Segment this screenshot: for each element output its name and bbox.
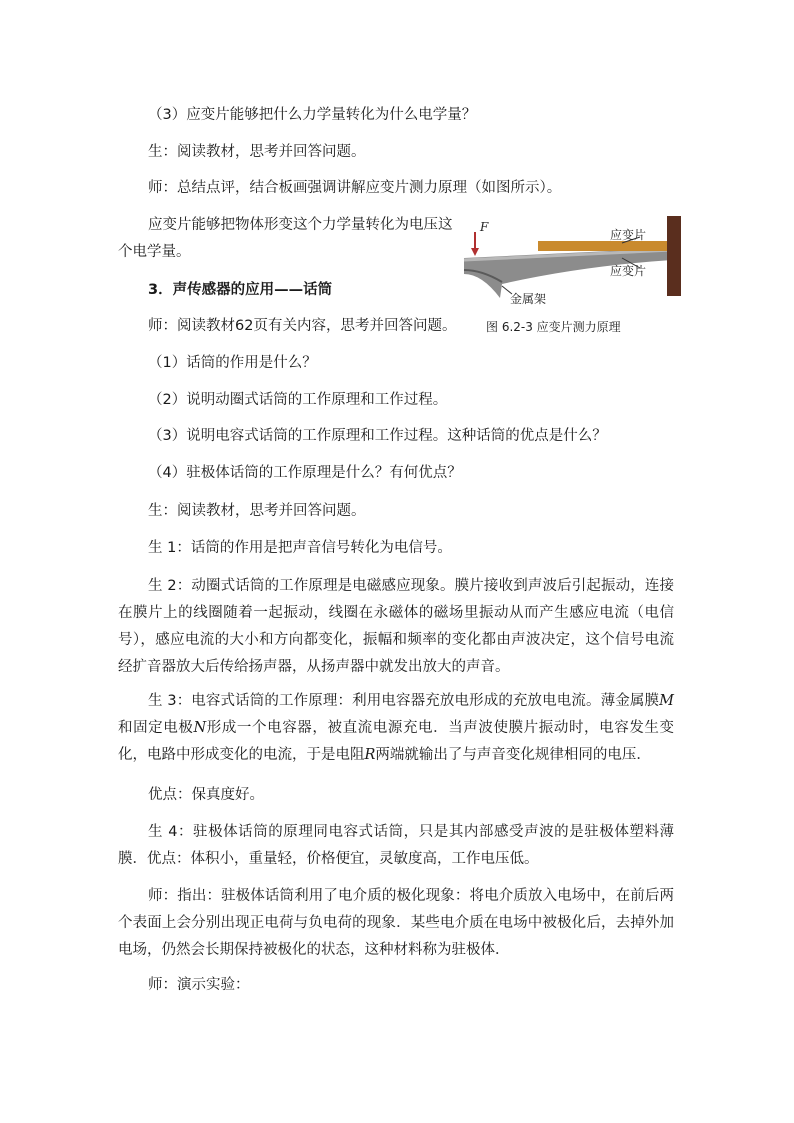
student-3-answer [118,688,674,769]
student-response-1: 生：阅读教材，思考并回答问题。 [148,144,366,160]
student-3-part-a: 生 3：电容式话筒的工作原理：利用电容器充放电形成的充放电电流。薄金属膜 [148,693,660,709]
variable-n: N [193,720,207,736]
teacher-explanation: 师：指出：驻极体话筒利用了电介质的极化现象：将电介质放入电场中，在前后两个表面上会分别出现正电荷与负电荷的现象．某些电介质在电场中被极化后，去掉外加电场，仍然会长期保持被极化的状态，这种材料称为驻极体． [118,888,674,958]
fixed-post [667,216,681,296]
figure-caption: 图 6.2-3 应变片测力原理 [486,320,621,334]
variable-r: R [364,747,376,763]
question-3: （3）应变片能够把什么力学量转化为什么电学量？ [148,107,477,123]
advantage-line: 优点：保真度好。 [148,787,264,803]
variable-m: M [659,693,674,709]
strain-gauge-top [538,241,672,251]
strain-gauge-figure [462,212,692,342]
student-response-2: 生：阅读教材，思考并回答问题。 [148,503,366,519]
force-arrow-head [471,248,479,256]
mic-question-2: （2）说明动圈式话筒的工作原理和工作过程。 [148,392,448,408]
student-4-answer: 生 4：驻极体话筒的原理同电容式话筒，只是其内部感受声波的是驻极体塑料薄膜．优点：体积小，重量轻，价格便宜，灵敏度高，工作电压低。 [118,824,674,867]
label-metal-frame: 金属架 [510,292,547,306]
student-3-part-c: 形成一个电容器，被直流电源充电．当声波使膜片振动时，电容发生变化，电路中形成变化的电流，于是电阻 [118,720,675,763]
mic-question-4: （4）驻极体话筒的工作原理是什么？有何优点？ [148,465,462,481]
student-2-answer: 生 2：动圈式话筒的工作原理是电磁感应现象。膜片接收到声波后引起振动，连接在膜片上的线圈随着一起振动，线圈在永磁体的磁场里振动从而产生感应电流（电信号），感应电流的大小和方向都变化，振幅和频率的变化都由声波决定，这个信号电流经扩音器放大后传给扬声器，从扬声器中就发出放大的声音。 [118,578,674,675]
mic-question-1: （1）话筒的作用是什么？ [148,355,317,371]
student-3-part-d: 两端就输出了与声音变化规律相同的电压． [375,747,651,763]
student-1-answer: 生 1：话筒的作用是把声音信号转化为电信号。 [148,540,452,556]
section-heading: 3．声传感器的应用——话筒 [148,282,333,298]
teacher-demo: 师：演示实验： [148,977,250,993]
label-strain-gauge-top: 应变片 [610,228,647,242]
label-force: F [480,220,489,234]
answer-line-2: 个电学量。 [118,244,191,260]
answer-line-1: 应变片能够把物体形变这个力学量转化为电压这 [148,217,453,233]
mic-question-3: （3）说明电容式话筒的工作原理和工作过程。这种话筒的优点是什么？ [148,428,607,444]
teacher-remark-2: 师：阅读教材62页有关内容，思考并回答问题。 [148,318,457,334]
student-3-part-b: 和固定电极 [118,720,194,736]
label-strain-gauge-bottom: 应变片 [610,264,647,278]
teacher-remark-1: 师：总结点评，结合板画强调讲解应变片测力原理（如图所示）。 [148,180,562,196]
